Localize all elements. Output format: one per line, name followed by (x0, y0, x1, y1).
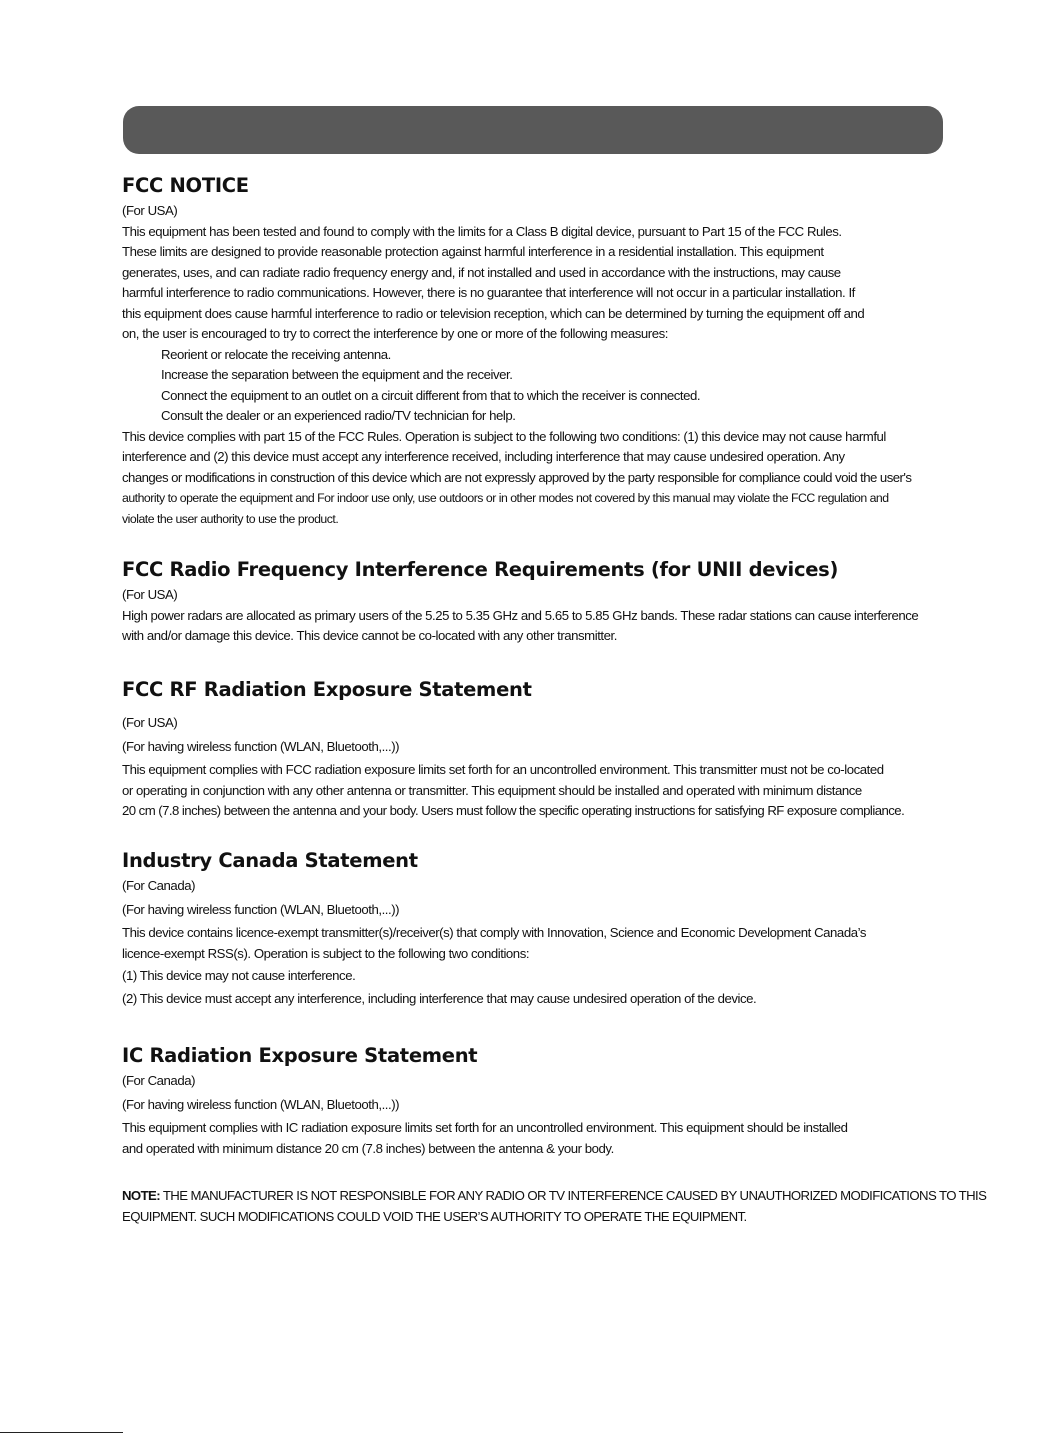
paragraph-line: on, the user is encouraged to try to correct the interference by one or more of the following measures: (122, 326, 668, 341)
paragraph-line: 20 cm (7.8 inches) between the antenna and your body. Users must follow the specific operating instructions for satisfying RF exposure compliance. (122, 803, 905, 818)
wireless-label: (For having wireless function (WLAN, Bluetooth,...)) (122, 738, 400, 754)
region-label: (For USA) (122, 715, 178, 730)
paragraph-line: This equipment has been tested and found to comply with the limits for a Class B digital device, pursuant to Part 15 of the FCC Rules. (122, 223, 842, 239)
measure-item: Connect the equipment to an outlet on a circuit different from that to which the receiver is connected. (161, 387, 701, 403)
section-heading: Industry Canada Statement (122, 849, 418, 872)
note-line (122, 1186, 986, 1207)
section-heading: FCC RF Radiation Exposure Statement (122, 678, 532, 701)
paragraph-line: changes or modifications in construction of this device which are not expressly approved by the party responsible for compliance could void the user's (122, 469, 912, 485)
paragraph-line: These limits are designed to provide reasonable protection against harmful interference in a residential installation. This equipment (122, 244, 824, 259)
wireless-label: (For having wireless function (WLAN, Bluetooth,...)) (122, 901, 400, 917)
paragraph-line: violate the user authority to use the product. (122, 511, 339, 526)
paragraph-line: with and/or damage this device. This device cannot be co-located with any other transmitter. (122, 628, 617, 643)
section-heading: IC Radiation Exposure Statement (122, 1044, 478, 1067)
footer-rule (0, 1432, 123, 1433)
paragraph-line: or operating in conjunction with any other antenna or transmitter. This equipment should be installed and operated with minimum distance (122, 782, 862, 798)
fcc-rfi-section (122, 557, 918, 647)
paragraph-line: High power radars are allocated as primary users of the 5.25 to 5.35 GHz and 5.65 to 5.85 GHz bands. These radar stations can cause interference (122, 607, 919, 623)
paragraph-line: this equipment does cause harmful interference to radio or television reception, which can be determined by turning the equipment off and (122, 305, 865, 321)
section-heading: FCC NOTICE (122, 174, 249, 197)
note-text: THE MANUFACTURER IS NOT RESPONSIBLE FOR ANY RADIO OR TV INTERFERENCE CAUSED BY UNAUTHORIZED MODIFICATIONS TO THIS (160, 1188, 987, 1203)
condition-item: (2) This device must accept any interference, including interference that may cause undesired operation of the device. (122, 990, 757, 1006)
paragraph-line: authority to operate the equipment and For indoor use only, use outdoors or in other modes not covered by this manual may violate the FCC regulation and (122, 491, 889, 505)
paragraph-line: This equipment complies with IC radiation exposure limits set forth for an uncontrolled environment. This equipment should be installed (122, 1120, 848, 1135)
note-line: EQUIPMENT. SUCH MODIFICATIONS COULD VOID THE USER’S AUTHORITY TO OPERATE THE EQUIPMENT. (122, 1208, 747, 1224)
paragraph-line: This device complies with part 15 of the FCC Rules. Operation is subject to the following two conditions: (1) this device may not cause harmful (122, 428, 886, 444)
paragraph-line: This equipment complies with FCC radiation exposure limits set forth for an uncontrolled environment. This transmitter must not be co-located (122, 762, 884, 777)
measure-item: Reorient or relocate the receiving antenna. (161, 346, 391, 362)
wireless-label: (For having wireless function (WLAN, Bluetooth,...)) (122, 1096, 400, 1112)
header-bar (123, 106, 943, 154)
region-label: (For USA) (122, 203, 178, 218)
fcc-rf-exposure-section (122, 677, 904, 822)
paragraph-line: and operated with minimum distance 20 cm (7.8 inches) between the antenna & your body. (122, 1140, 614, 1156)
region-label: (For Canada) (122, 878, 196, 893)
paragraph-line: harmful interference to radio communications. However, there is no guarantee that interference will not occur in a particular installation. If (122, 285, 855, 300)
paragraph-line: licence-exempt RSS(s). Operation is subject to the following two conditions: (122, 945, 530, 961)
section-heading: FCC Radio Frequency Interference Requirements (for UNII devices) (122, 558, 839, 581)
paragraph-line: This device contains licence-exempt transmitter(s)/receiver(s) that comply with Innovation, Science and Economic Development Canada’s (122, 925, 866, 940)
measure-item: Consult the dealer or an experienced radio/TV technician for help. (161, 408, 516, 423)
paragraph-line: generates, uses, and can radiate radio frequency energy and, if not installed and used in accordance with the instructions, may cause (122, 264, 841, 280)
region-label: (For Canada) (122, 1073, 196, 1088)
note-section (122, 1186, 986, 1227)
condition-item: (1) This device may not cause interference. (122, 968, 356, 983)
measure-item: Increase the separation between the equipment and the receiver. (161, 367, 513, 382)
industry-canada-section (122, 848, 866, 1009)
ic-exposure-section (122, 1043, 848, 1159)
note-label: NOTE: (122, 1188, 161, 1203)
region-label: (For USA) (122, 587, 178, 602)
paragraph-line: interference and (2) this device must accept any interference received, including interference that may cause undesired operation. Any (122, 449, 845, 464)
fcc-notice-section (122, 173, 911, 529)
